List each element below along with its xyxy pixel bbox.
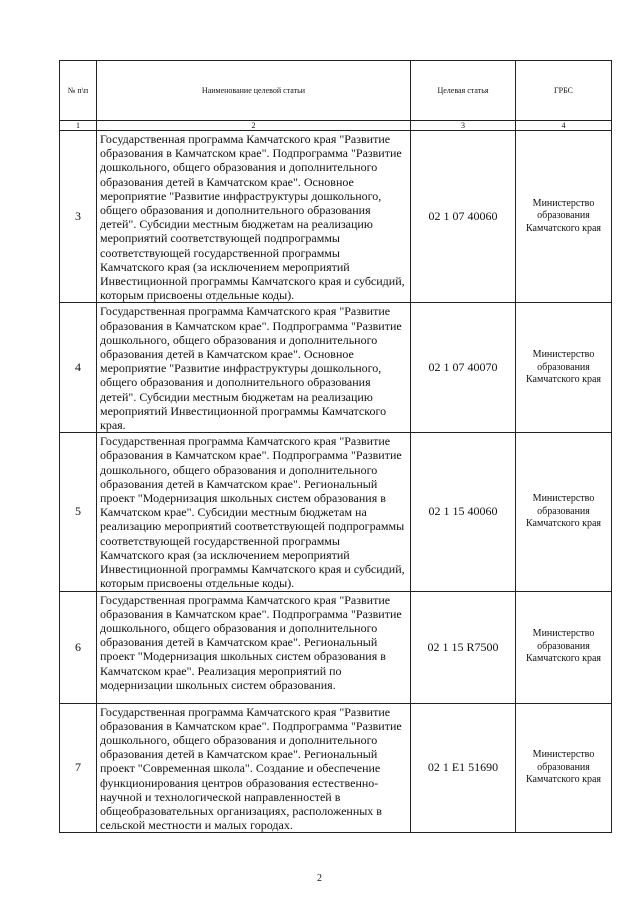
target-articles-table	[59, 60, 612, 833]
table-row	[60, 131, 612, 303]
row-description: Государственная программа Камчатского края "Развитие образования в Камчатском крае". Подпрограмма "Развитие дошкольного, общего образования и дополнительного образования детей в Камчатском крае". Региональный проект "Современная школа". Создание и обеспечение функционирования центров образования естественно-научной и технологической направленностей в общеобразовательных организациях, расположенных в сельской местности и малых городах.	[97, 703, 411, 833]
table-row	[60, 433, 612, 591]
table-row	[60, 703, 612, 833]
grbs-line: Камчатского края	[525, 518, 602, 530]
column-number-row	[60, 121, 612, 131]
grbs-line: Министерство	[532, 197, 595, 209]
grbs-line: образования	[537, 210, 590, 222]
table-row	[60, 591, 612, 703]
column-number: 2	[97, 121, 411, 131]
grbs-line: Камчатского края	[525, 653, 602, 665]
row-grbs	[516, 703, 612, 833]
grbs-line: образования	[537, 640, 590, 652]
row-code: 02 1 E1 51690	[411, 703, 516, 833]
row-number: 7	[60, 703, 97, 833]
page-number: 2	[317, 873, 322, 884]
grbs-line: Министерство	[532, 493, 595, 505]
column-number: 4	[516, 121, 612, 131]
grbs-line: Камчатского края	[525, 774, 602, 786]
row-grbs	[516, 433, 612, 591]
header-code: Целевая статья	[411, 61, 516, 121]
table-row	[60, 303, 612, 433]
row-description: Государственная программа Камчатского края "Развитие образования в Камчатском крае". Подпрограмма "Развитие дошкольного, общего образования и дополнительного образования детей в Камчатском крае". Региональный проект "Модернизация школьных систем образования в Камчатском крае". Субсидии местным бюджетам на реализацию мероприятий соответствующей подпрограммы соответствующей государственной программы Камчатского края (за исключением мероприятий Инвестиционной программы Камчатского края и субсидий, которым присвоены отдельные коды).	[97, 433, 411, 591]
column-number: 1	[60, 121, 97, 131]
row-number: 3	[60, 131, 97, 303]
row-number: 6	[60, 591, 97, 703]
header-name: Наименование целевой статьи	[97, 61, 411, 121]
row-code: 02 1 07 40070	[411, 303, 516, 433]
row-description: Государственная программа Камчатского края "Развитие образования в Камчатском крае". Подпрограмма "Развитие дошкольного, общего образования и дополнительного образования детей в Камчатском крае". Региональный проект "Модернизация школьных систем образования в Камчатском крае". Реализация мероприятий по модернизации школьных систем образования.	[97, 591, 411, 703]
row-grbs	[516, 303, 612, 433]
grbs-line: Министерство	[532, 628, 595, 640]
row-grbs	[516, 131, 612, 303]
row-code: 02 1 15 40060	[411, 433, 516, 591]
header-grbs: ГРБС	[516, 61, 612, 121]
row-number: 4	[60, 303, 97, 433]
grbs-line: Камчатского края	[525, 374, 602, 386]
grbs-line: образования	[537, 505, 590, 517]
row-number: 5	[60, 433, 97, 591]
row-code: 02 1 15 R7500	[411, 591, 516, 703]
row-description: Государственная программа Камчатского края "Развитие образования в Камчатском крае". Подпрограмма "Развитие дошкольного, общего образования и дополнительного образования детей в Камчатском крае". Основное мероприятие "Развитие инфраструктуры дошкольного, общего образования и дополнительного образования детей". Субсидии местным бюджетам на реализацию мероприятий соответствующей подпрограммы соответствующей государственной программы Камчатского края (за исключением мероприятий Инвестиционной программы Камчатского края и субсидий, которым присвоены отдельные коды).	[97, 131, 411, 303]
grbs-line: Министерство	[532, 749, 595, 761]
row-description: Государственная программа Камчатского края "Развитие образования в Камчатском крае". Подпрограмма "Развитие дошкольного, общего образования и дополнительного образования детей в Камчатском крае". Основное мероприятие "Развитие инфраструктуры дошкольного, общего образования и дополнительного образования детей". Субсидии местным бюджетам на реализацию мероприятий Инвестиционной программы Камчатского края.	[97, 303, 411, 433]
grbs-line: образования	[537, 761, 590, 773]
row-grbs	[516, 591, 612, 703]
grbs-line: Камчатского края	[525, 222, 602, 234]
table-header-row	[60, 61, 612, 121]
grbs-line: образования	[537, 361, 590, 373]
header-num: № п\п	[60, 61, 97, 121]
row-code: 02 1 07 40060	[411, 131, 516, 303]
grbs-line: Министерство	[532, 349, 595, 361]
column-number: 3	[411, 121, 516, 131]
